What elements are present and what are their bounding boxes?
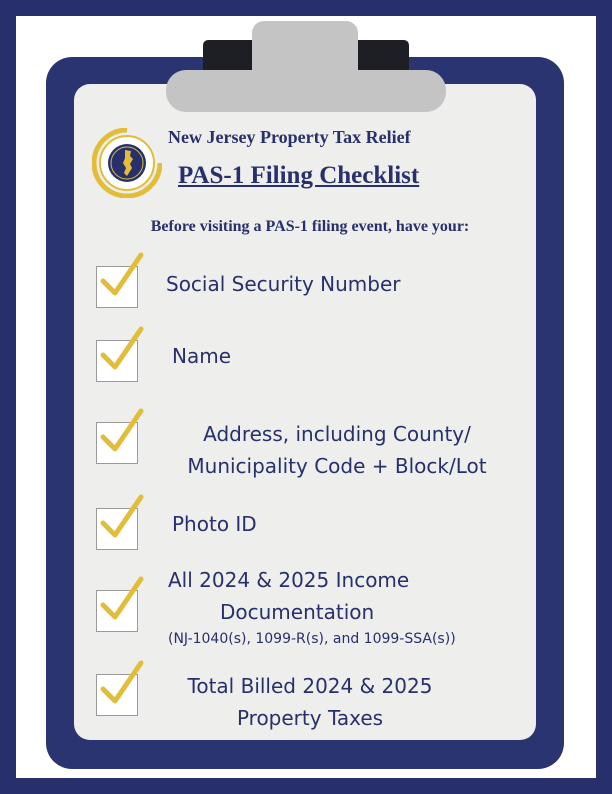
item-label: Name [172, 344, 232, 368]
checkbox[interactable] [96, 674, 138, 716]
item-label-line: Documentation [220, 600, 375, 624]
item-label-line: Property Taxes [236, 706, 384, 730]
item-label: Social Security Number [166, 272, 401, 296]
item-label-line: (NJ-1040(s), 1099-R(s), and 1099-SSA(s)) [168, 631, 456, 647]
checkbox[interactable] [96, 266, 138, 308]
checkmark-icon [99, 495, 145, 545]
checkbox[interactable] [96, 340, 138, 382]
intro-text: Before visiting a PAS-1 filing event, have your: [150, 218, 470, 235]
item-label: Photo ID [172, 512, 257, 536]
checkmark-icon [99, 253, 145, 303]
checklist-item-income-documentation [96, 562, 536, 658]
checklist-item-address [96, 414, 536, 484]
header-subtitle: New Jersey Property Tax Relief [168, 127, 411, 147]
item-label-line: Total Billed 2024 & 2025 [187, 674, 433, 698]
checkmark-icon [99, 661, 145, 711]
checklist-item-photo-id [96, 506, 536, 552]
item-label [168, 670, 452, 734]
checklist-item-name [96, 338, 536, 384]
item-label [168, 564, 458, 650]
item-label-line: Municipality Code + Block/Lot [187, 454, 487, 478]
page-title: PAS-1 Filing Checklist [178, 162, 420, 189]
clip-bar [166, 70, 446, 112]
checkmark-icon [99, 409, 145, 459]
division-of-taxation-seal-icon [92, 128, 162, 198]
checkmark-icon [99, 327, 145, 377]
item-label [164, 418, 510, 482]
checklist-item-ssn [96, 264, 536, 310]
checkmark-icon [99, 577, 145, 627]
item-label-line: All 2024 & 2025 Income [168, 568, 410, 592]
checkbox[interactable] [96, 590, 138, 632]
item-label-line: Address, including County/ [203, 422, 471, 446]
checkbox[interactable] [96, 508, 138, 550]
checklist-item-property-taxes [96, 668, 536, 738]
checkbox[interactable] [96, 422, 138, 464]
